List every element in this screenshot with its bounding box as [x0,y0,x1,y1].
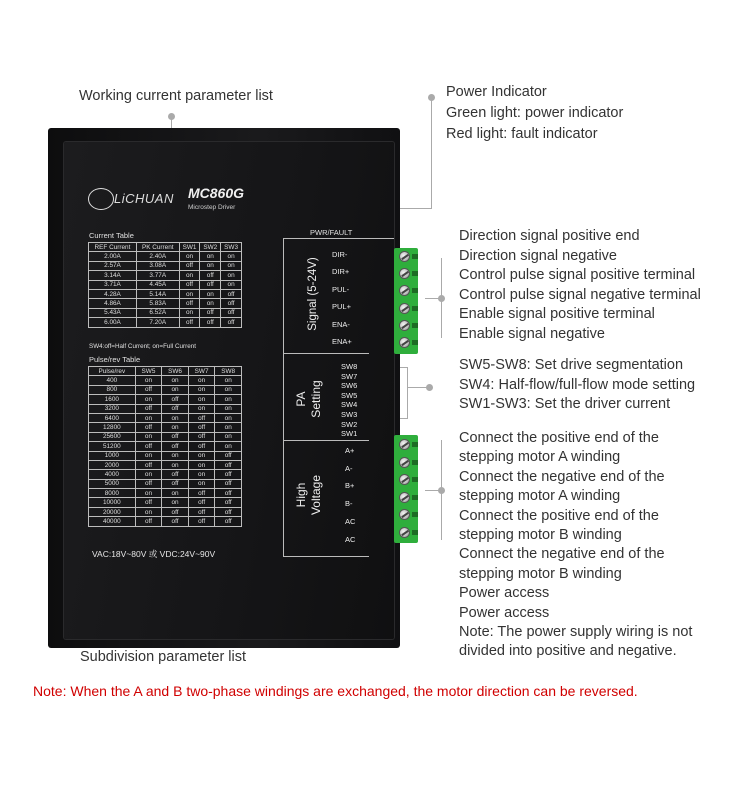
current-cell: on [179,308,200,317]
signal-pin-label: DIR- [332,250,348,259]
pulse-cell: on [188,460,215,469]
terminal-slot [412,442,418,447]
callout-switches [459,356,695,415]
pulse-cell: off [215,479,242,488]
panel-line-top [283,238,394,239]
hv-title-2: Voltage [309,474,323,516]
pulse-cell: 25600 [89,432,136,441]
current-table-note: SW4:off=Half Current; on=Full Current [89,343,196,350]
current-cell: 6.00A [89,318,137,327]
pulse-cell: on [162,498,189,507]
pulse-cell: off [162,442,189,451]
pulse-cell: 5000 [89,479,136,488]
motor-desc-12: divided into positive and negative. [459,643,677,660]
current-cell: 6.52A [136,308,179,317]
pulse-cell: 12800 [89,423,136,432]
current-cell: off [221,318,242,327]
current-cell: off [179,318,200,327]
signal-pin-label: DIR+ [332,267,350,277]
terminal-slot [412,460,418,465]
pulse-cell: 800 [89,385,136,394]
current-cell: on [221,261,242,270]
current-cell: off [179,299,200,308]
hv-pin-label: B- [345,499,353,509]
pulse-cell: on [135,507,162,516]
current-cell: off [179,280,200,289]
terminal-screw-icon[interactable] [399,303,410,314]
pulse-cell: on [215,404,242,413]
pulse-table-title: Pulse/rev Table [89,355,141,364]
pulse-cell: on [188,385,215,394]
pulse-cell: off [188,498,215,507]
table-row [89,299,242,308]
current-cell: 2.57A [89,261,137,270]
motor-desc-6: stepping motor B winding [459,527,622,544]
terminal-slot [412,512,418,517]
signal-desc-pul-plus: Control pulse signal positive terminal [459,267,696,284]
current-header: SW1 [179,243,200,252]
table-row [89,376,242,385]
table-row [89,423,242,432]
pulse-cell: off [135,517,162,526]
sw-label: SW1 [341,429,358,439]
pulse-cell: off [135,460,162,469]
current-cell: 3.71A [89,280,137,289]
signal-desc-ena-minus: Enable signal negative [459,325,605,342]
pulse-cell: on [215,413,242,422]
pulse-cell: 2000 [89,460,136,469]
sw-label: SW7 [341,371,358,381]
pulse-table [88,366,242,527]
terminal-slot [412,530,418,535]
pulse-cell: on [215,423,242,432]
pulse-cell: off [135,404,162,413]
table-row [89,489,242,498]
pulse-cell: 6400 [89,413,136,422]
hv-pin-label: AC [345,516,356,526]
leader-dot-working-current [168,113,175,120]
current-cell: 5.43A [89,308,137,317]
table-row [89,498,242,507]
brand-name: LiCHUAN [114,191,174,206]
signal-pin-label: ENA+ [332,337,352,346]
pulse-cell: off [188,413,215,422]
terminal-slot [412,306,418,311]
current-table-title: Current Table [89,231,134,240]
panel-line-2 [283,440,369,441]
pulse-cell: off [215,498,242,507]
table-row [89,507,242,516]
terminal-slot [412,271,418,276]
label-subdivision: Subdivision parameter list [80,649,247,665]
table-row [89,460,242,469]
signal-pin-label: PUL- [332,284,350,294]
current-cell: on [200,252,221,261]
current-cell: off [200,280,221,289]
table-row [89,442,242,451]
reversal-note: Note: When the A and B two-phase windings are exchanged, the motor direction can be reversed. [33,683,638,699]
table-row [89,404,242,413]
current-table [88,242,242,328]
pulse-cell: on [188,376,215,385]
current-cell: 2.40A [136,252,179,261]
motor-desc-2: stepping motor A winding [459,449,621,466]
signal-pin-label: PUL+ [332,302,351,312]
terminal-slot [412,288,418,293]
pulse-cell: on [135,470,162,479]
model-subtitle: Microstep Driver [188,204,236,211]
table-row [89,517,242,526]
current-cell: off [221,299,242,308]
current-cell: on [200,299,221,308]
signal-desc-dir-plus: Direction signal positive end [459,228,640,244]
pa-setting-title-1: PA [294,391,308,407]
pulse-header: Pulse/rev [89,367,136,376]
pulse-cell: 20000 [89,507,136,516]
signal-desc-ena-plus: Enable signal positive terminal [459,306,655,323]
pulse-cell: on [135,395,162,404]
terminal-slot [412,495,418,500]
pa-setting-title-2: Setting [309,380,323,418]
voltage-rating: VAC:18V~80V 或 VDC:24V~90V [92,549,216,559]
current-cell: on [221,271,242,280]
sw-label: SW4 [341,400,358,410]
pulse-cell: 1000 [89,451,136,460]
pulse-cell: off [135,423,162,432]
pulse-cell: off [215,451,242,460]
terminal-slot [412,323,418,328]
pwr-fault-label: PWR/FAULT [310,228,353,237]
hv-pin-label: B+ [345,481,355,491]
signal-desc-dir-minus: Direction signal negative [459,247,617,264]
terminal-slot [412,340,418,345]
sw-label: SW5 [341,390,358,400]
hv-pin-label: A+ [345,446,355,455]
bracket-dot-motor [438,487,445,494]
panel-line-bottom [283,556,369,557]
pulse-cell: on [188,470,215,479]
pulse-cell: off [188,489,215,498]
table-row [89,470,242,479]
current-cell: 4.45A [136,280,179,289]
leader-dot-power [428,94,435,101]
pulse-cell: off [162,404,189,413]
pulse-cell: off [215,489,242,498]
table-row [89,451,242,460]
pulse-header: SW5 [135,367,162,376]
current-cell: 3.08A [136,261,179,270]
pulse-header: SW7 [188,367,215,376]
sw-label: SW3 [341,410,358,419]
current-header: SW3 [221,243,242,252]
terminal-screw-icon[interactable] [399,492,410,503]
motor-desc-8: stepping motor B winding [459,565,622,582]
pulse-header: SW8 [215,367,242,376]
table-row [89,318,242,327]
current-cell: 3.77A [136,271,179,280]
current-cell: 7.20A [136,318,179,327]
pulse-cell: 10000 [89,498,136,507]
pulse-cell: 1600 [89,395,136,404]
callout-signal [459,227,701,345]
pulse-cell: off [162,479,189,488]
hv-pin-label: AC [345,534,356,544]
motor-desc-3: Connect the negative end of the [459,468,665,485]
pulse-cell: on [162,489,189,498]
brand-logo-icon [88,188,114,210]
bracket-dot-switches [426,384,433,391]
pulse-cell: on [135,451,162,460]
pulse-cell: off [188,432,215,441]
hv-pin-label: A- [345,463,353,473]
pulse-cell: off [215,460,242,469]
pulse-cell: on [215,432,242,441]
current-cell: on [221,252,242,261]
current-header: SW2 [200,243,221,252]
table-row [89,280,242,289]
terminal-screw-icon[interactable] [399,439,410,450]
pulse-cell: off [188,423,215,432]
table-row [89,395,242,404]
current-cell: on [200,261,221,270]
current-cell: off [200,271,221,280]
current-cell: 5.83A [136,299,179,308]
hv-title-1: High [294,482,308,508]
pulse-cell: on [188,395,215,404]
pulse-cell: on [188,451,215,460]
current-cell: off [221,289,242,298]
terminal-screw-icon[interactable] [399,457,410,468]
pulse-cell: 8000 [89,489,136,498]
leader-power-h [395,208,432,209]
bracket-switches [407,367,408,419]
pulse-cell: off [162,517,189,526]
panel-divider [283,238,284,556]
pulse-cell: on [162,451,189,460]
signal-pin-label: ENA- [332,319,350,329]
signal-desc-pul-minus: Control pulse signal negative terminal [459,286,701,303]
table-row [89,289,242,298]
table-row [89,413,242,422]
pulse-cell: off [188,507,215,516]
pulse-cell: on [162,376,189,385]
motor-desc-10: Power access [459,604,550,621]
current-cell: on [179,289,200,298]
pulse-cell: off [162,507,189,516]
current-cell: 4.28A [89,289,137,298]
current-cell: on [179,252,200,261]
current-cell: on [200,289,221,298]
current-cell: on [179,271,200,280]
sw-label: SW8 [341,362,358,371]
current-cell: off [200,318,221,327]
pulse-cell: off [135,442,162,451]
pulse-cell: on [188,479,215,488]
pulse-cell: on [215,385,242,394]
pulse-cell: off [135,479,162,488]
driver-front-panel [64,142,394,639]
current-cell: off [200,308,221,317]
sw-label: SW6 [341,381,358,391]
terminal-screw-icon[interactable] [399,474,410,485]
terminal-slot [412,477,418,482]
pulse-cell: off [162,470,189,479]
pulse-cell: off [215,507,242,516]
pulse-cell: on [162,423,189,432]
motor-desc-11: Note: The power supply wiring is not [459,624,693,641]
pulse-cell: off [188,517,215,526]
pulse-cell: on [215,395,242,404]
callout-motor [459,429,692,662]
motor-desc-9: Power access [459,585,550,602]
panel-line-1 [283,353,369,354]
pulse-cell: 40000 [89,517,136,526]
table-row [89,252,242,261]
motor-desc-1: Connect the positive end of the [459,430,659,446]
terminal-screw-icon[interactable] [399,337,410,348]
table-row [89,271,242,280]
current-cell: 4.86A [89,299,137,308]
pulse-cell: 3200 [89,404,136,413]
switch-desc-current: SW1-SW3: Set the driver current [459,396,671,413]
terminal-screw-icon[interactable] [399,509,410,520]
table-row [89,432,242,441]
power-indicator-green: Green light: power indicator [446,105,624,121]
pulse-cell: off [162,395,189,404]
power-indicator-red: Red light: fault indicator [446,126,598,142]
current-header: REF Current [89,243,137,252]
pulse-cell: on [215,442,242,451]
pulse-cell: off [162,432,189,441]
pulse-cell: on [188,404,215,413]
current-cell: off [179,261,200,270]
switch-desc-halfflow: SW4: Half-flow/full-flow mode setting [459,376,696,393]
terminal-screw-icon[interactable] [399,527,410,538]
pulse-cell: on [162,413,189,422]
pulse-cell: on [162,460,189,469]
pulse-cell: on [162,385,189,394]
pulse-cell: on [215,376,242,385]
pulse-cell: 4000 [89,470,136,479]
pulse-cell: off [215,470,242,479]
terminal-screw-icon[interactable] [399,251,410,262]
current-cell: on [221,280,242,289]
table-row [89,308,242,317]
sw-label: SW2 [341,419,358,429]
current-cell: 5.14A [136,289,179,298]
switch-desc-segmentation: SW5-SW8: Set drive segmentation [459,357,684,373]
signal-section-title: Signal (5-24V) [307,257,319,331]
pulse-cell: on [135,432,162,441]
pulse-cell: off [188,442,215,451]
pulse-cell: on [135,376,162,385]
pulse-cell: off [215,517,242,526]
table-row [89,261,242,270]
terminal-slot [412,254,418,259]
motor-desc-5: Connect the positive end of the [459,507,659,524]
bracket-dot-signal [438,295,445,302]
model-number: MC860G [188,185,245,201]
table-row [89,385,242,394]
pulse-cell: off [135,385,162,394]
motor-desc-7: Connect the negative end of the [459,546,665,563]
current-cell: off [221,308,242,317]
pulse-cell: on [135,489,162,498]
pulse-header: SW6 [162,367,189,376]
current-header: PK Current [136,243,179,252]
terminal-screw-icon[interactable] [399,320,410,331]
current-cell: 2.00A [89,252,137,261]
pulse-cell: on [135,413,162,422]
motor-desc-4: stepping motor A winding [459,488,621,505]
callout-power-indicator [446,82,623,145]
pulse-cell: 400 [89,376,136,385]
table-row [89,479,242,488]
leader-power [431,96,432,208]
pulse-cell: 51200 [89,442,136,451]
pulse-cell: off [135,498,162,507]
label-working-current: Working current parameter list [79,88,273,104]
power-indicator-title: Power Indicator [446,84,547,100]
current-cell: 3.14A [89,271,137,280]
